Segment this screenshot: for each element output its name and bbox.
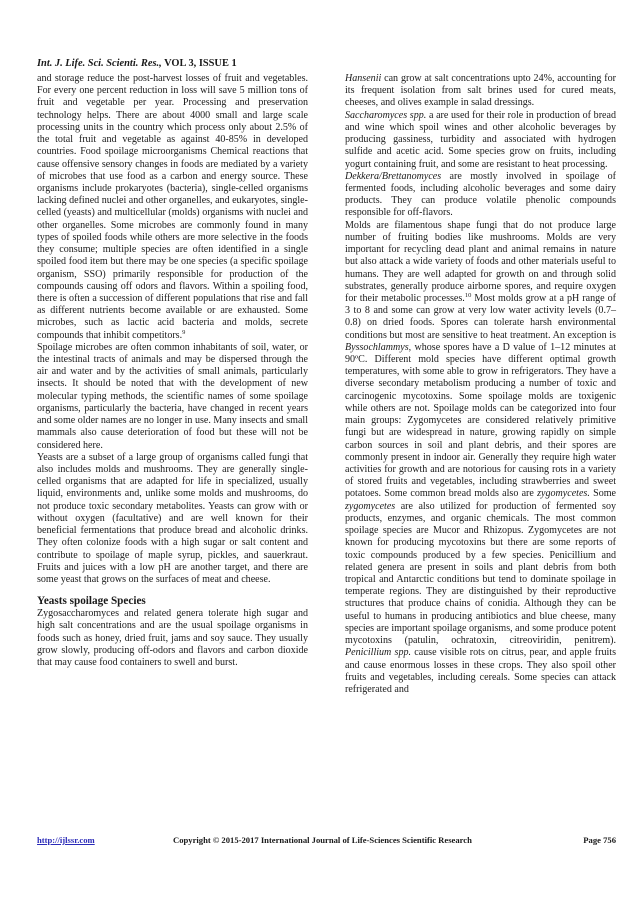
journal-name: Int. J. Life. Sci. Scienti. Res., [37, 58, 162, 69]
left-paragraph-4: Zygosaccharomyces and related genera tolerate high sugar and high salt concentrations and are the usual spoilage organisms in foods such as honey, dried fruit, jams and soy sauce. They usually grow slowly, producing off-odors and flavors and carbon dioxide that may cause food containers to swell and burst. [37, 608, 308, 669]
right-paragraph-3: Dekkera/Brettanomyces are mostly involved in spoilage of fermented foods, including alcoholic beverages and some dairy products. They can produce volatile phenolic compounds responsible for off-flavors. [345, 170, 616, 219]
page-number: Page 756 [583, 835, 616, 845]
right-column [345, 73, 616, 696]
copyright-notice: Copyright © 2015-2017 International Journal of Life-Sciences Scientific Research [173, 835, 472, 845]
journal-volume: VOL 3, ISSUE 1 [161, 58, 237, 69]
left-paragraph-1: and storage reduce the post-harvest losses of fruit and vegetables. For every one percent reduction in loss will save 5 million tons of fruit and vegetable per year. Processing and preservation technology helps. There are about 4000 small and large scale processing units in the country which process only about 2.5% of the total fruit and vegetable as against 40-85% in developed countries. Food spoilage microorganisms Chemical reactions that cause offensive sensory changes in foods are mediated by a variety of microbes that use food as a carbon and energy source. These organisms include prokaryotes (bacteria), single-celled organisms lacking defined nuclei and other organelles, and eukaryotes, single-celled (yeasts) and multicellular (molds) organisms with nuclei and other organelles. Some microbes are commonly found in many types of spoiled foods while others are more selective in the foods they consume; multiple species are often identified in a single spoiled food item but there may be one species (a specific spoilage organism, SSO) primarily responsible for production of the compounds causing off odors and flavors. Within a spoiling food, there is often a succession of different populations that rise and fall as different nutrients become available or are exhausted. Some microbes, such as lactic acid bacteria and molds, secrete compounds that inhibit competitors.$^9$ [37, 73, 308, 341]
journal-header [37, 58, 237, 69]
left-column [37, 73, 308, 669]
left-paragraph-3: Yeasts are a subset of a large group of organisms called fungi that also includes molds and mushrooms. They are generally single-celled organisms that are adapted for life in specialized, usually liquid, environments and, unlike some molds and mushrooms, do not produce toxic secondary metabolites. Yeasts can grow with or without oxygen (facultative) and are well known for their beneficial fermentations that produce bread and alcoholic drinks. They often colonize foods with a high sugar or salt content and contribute to spoilage of maple syrup, pickles, and sauerkraut. Fruits and juices with a low pH are another target, and there are some yeast that grows on the surfaces of meat and cheese. [37, 451, 308, 585]
right-paragraph-4: Molds are filamentous shape fungi that do not produce large number of fruiting bodies like mushrooms. Molds are very important for recycling dead plant and animal remains in nature but also attack a wide variety of foods and other materials useful to humans. They are well adapted for growth on and through solid substrates, generally produce airborne spores, and require oxygen for their metabolic processes.$^{10}$ Most molds grow at a pH range of 3 to 8 and some can grow at very low water activity levels (0.7–0.8) on dried foods. Spores can tolerate harsh environmental conditions but most are sensitive to heat treatment. An exception is Byssochlammys, whose spores have a D value of 1–12 minutes at 90ºC. Different mold species have different optimal growth temperatures, with some able to grow in refrigerators. They have a diverse secondary metabolism producing a number of toxic and carcinogenic mycotoxins. Some spoilage molds are toxigenic while others are not. Spoilage molds can be categorized into four main groups: Zygomycetes are considered relatively primitive fungi but are widespread in nature, growing rapidly on simple carbon sources in soil and plant debris, and their spores are commonly present in indoor air. Generally they require high water activities for growth and are notorious for causing rots in a variety of stored fruits and vegetables, including strawberries and sweet potatoes. Some common bread molds also are zygomycetes. Some zygomycetes are also utilized for production of fermented soy products, enzymes, and organic chemicals. The most common spoilage species are Mucor and Rhizopus. Zygomycetes are not known for producing mycotoxins but there are some reports of toxic compounds produced by a few species. Penicillium and related genera are present in soils and plant debris from both tropical and Antarctic conditions but tend to dominate spoilage in temperate regions. They are distinguished by their reproductive structures that produce chains of conidia. Although they can be useful to humans in producing antibiotics and blue cheese, many species are important spoilage organisms, and some produce potent mycotoxins (patulin, ochratoxin, citreoviridin, penitrem). Penicillium spp. cause visible rots on citrus, pear, and apple fruits and cause enormous losses in these crops. They also spoil other fruits and vegetables, including cereals. Some species can attack refrigerated and [345, 219, 616, 695]
journal-url-link[interactable]: http://ijlssr.com [37, 835, 95, 845]
citation-ref: 9 [182, 328, 186, 336]
left-paragraph-2: Spoilage microbes are often common inhabitants of soil, water, or the intestinal tracts of animals and may be dispersed through the air and water and by the activities of small animals, particularly insects. It should be noted that with the development of new molecular typing methods, the scientific names of some spoilage organisms, particularly the bacteria, have changed in recent years and some older names are no longer in use. Many insects and small mammals also cause deterioration of food but these will not be considered here. [37, 341, 308, 451]
right-paragraph-2: Saccharomyces spp. a are used for their role in production of bread and wine which spoil wines and other alcoholic beverages by producing gassiness, turbidity and associated with hydrogen sulfide and acetic acid. Some species grow on fruits, including yogurt containing fruit, and some are resistant to heat processing. [345, 109, 616, 170]
citation-ref: 10 [464, 291, 472, 299]
section-heading: Yeasts spoilage Species [37, 595, 146, 608]
page-footer [37, 835, 616, 849]
right-paragraph-1: Hansenii can grow at salt concentrations upto 24%, accounting for its frequent isolation from salt brines used for cured meats, cheeses, and olives example in salad dressings. [345, 73, 616, 109]
